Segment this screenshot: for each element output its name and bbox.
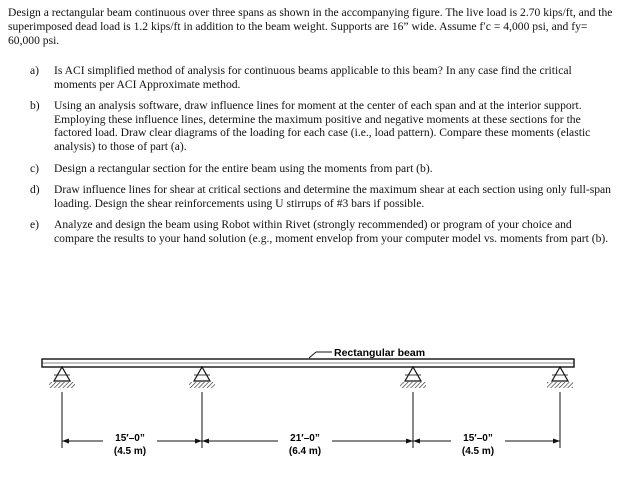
part-letter: a) [30,64,40,77]
part-text: Using an analysis software, draw influence lines for moment at the center of each span and at the interior support. Employing these influence lines, determine the maximum positive and negative moments at these sections for the factored load. Draw clear diagrams of the loading for each case (i.e., load pattern). Compare these moments (elastic analysis) to those of part (a). [54,99,591,153]
beam-label: Rectangular beam [334,347,426,359]
support-interior-1 [189,367,215,388]
problem-parts [30,64,614,254]
part-d [30,183,614,210]
span-3-length-m: (4.5 m) [461,446,495,457]
part-text: Draw influence lines for shear at critical sections and determine the maximum shear at each section using only full-span loading. Design the shear reinforcements using U stirrups of #3 bars if possible. [54,183,611,210]
part-letter: b) [30,99,40,113]
part-a [30,64,614,91]
support-left [49,367,75,388]
dimension-span-3 [413,433,560,457]
beam-diagram [0,340,622,482]
span-2-length-ft: 21′–0” [290,433,320,444]
part-letter: d) [30,183,40,197]
problem-statement: Design a rectangular beam continuous over three spans as shown in the accompanying figure. The live load is 2.70 kips/ft, and the superimposed dead load is 1.2 kips/ft in addition to the beam weight. Supports are 16” wide. Assume f′c = 4,000 psi, and fy= 60,000 psi. [8,6,613,48]
part-letter: e) [30,218,40,232]
span-2-length-m: (6.4 m) [288,446,322,457]
beam-figure [0,340,622,482]
support-right [547,367,573,388]
part-c [30,162,614,176]
support-interior-2 [400,367,426,388]
part-letter: c) [30,161,40,175]
beam-label-leader-tail [309,352,316,358]
span-1-length-m: (4.5 m) [113,446,147,457]
part-b [30,99,614,153]
dimension-span-2 [202,433,413,457]
span-1-length-ft: 15′–0” [115,433,145,444]
dimension-span-1 [62,433,202,457]
part-text: Analyze and design the beam using Robot within Rivet (strongly recommended) or program of your choice and compare the results to your hand solution (e.g., moment envelop from your computer model vs. moments from part (b). [54,218,609,245]
part-e [30,218,614,245]
span-3-length-ft: 15′–0” [463,433,493,444]
part-text: Is ACI simplified method of analysis for continuous beams applicable to this beam? In any case find the critical moments per ACI Approximate method. [54,64,572,91]
part-text: Design a rectangular section for the entire beam using the moments from part (b). [54,161,433,175]
